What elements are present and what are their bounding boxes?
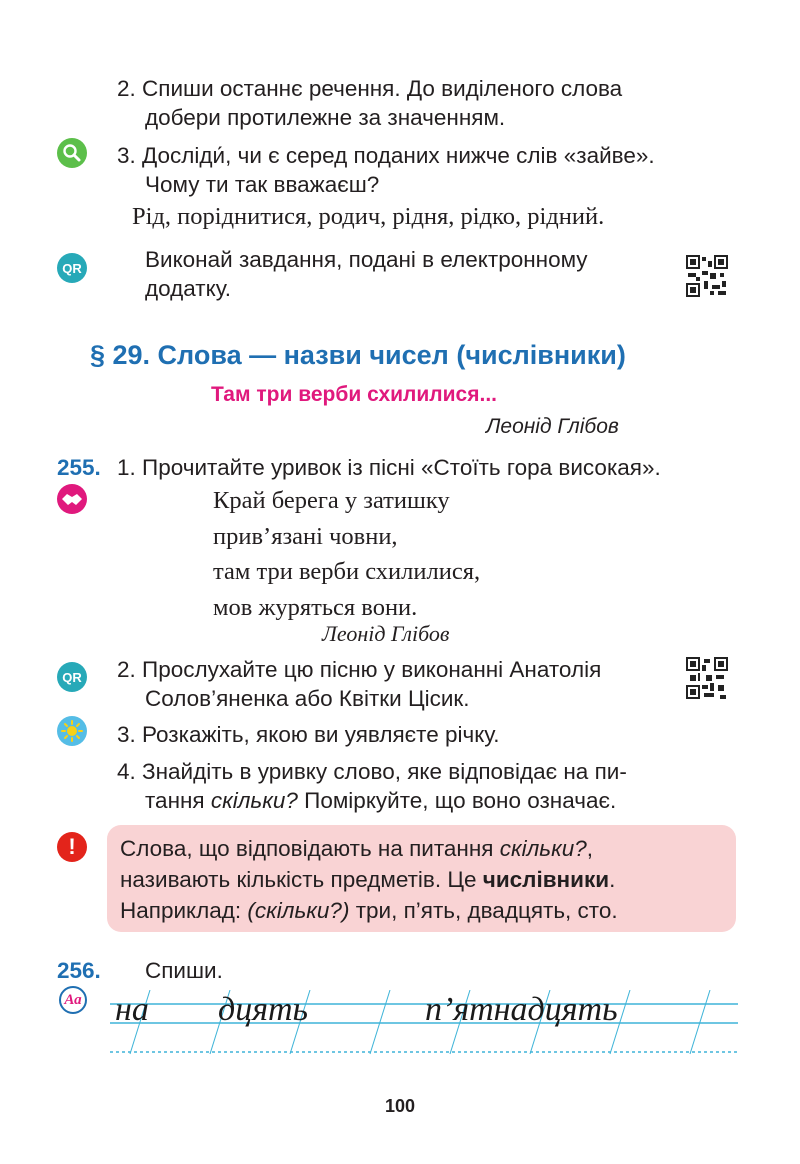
ex255-task-3 (117, 720, 500, 749)
ex255-task-2-line2: Солов’яненка або Квітки Цісик. (145, 686, 470, 711)
rule-line-1 (120, 833, 725, 864)
ex255-task-2-number: 2. (117, 657, 136, 682)
ex255-task-1-number: 1. (117, 455, 136, 480)
task-3-number: 3. (117, 143, 136, 168)
task-2-line1: Спиши останнє речення. До виділеного слова (142, 76, 623, 101)
task-3 (117, 141, 757, 170)
handwriting-word-2: дцять (218, 991, 309, 1028)
poem-author: Леонід Глібов (322, 621, 450, 646)
qr-badge-icon (57, 253, 87, 283)
ex255-task-4 (117, 757, 627, 786)
warning-icon: ! (57, 832, 87, 862)
ex255-task-1 (117, 453, 661, 482)
exercise-256-number: 256. (57, 958, 101, 983)
rule-line-1-a: Слова, що відповідають на питання (120, 836, 500, 861)
qr-task-line1: Виконай завдання, подані в електронному (145, 247, 588, 272)
qr-code-icon[interactable] (686, 255, 728, 297)
task-3-line1: Досліди́, чи є серед поданих нижче слів «зайве». (142, 143, 655, 168)
rule-line-3-c: три, п’ять, двадцять, сто. (349, 898, 618, 923)
qr-badge-icon-2 (57, 662, 87, 692)
ex255-task-4-line2-c: Поміркуйте, що воно означає. (297, 788, 617, 813)
poem-line-4: мов журяться вони. (213, 593, 418, 621)
rule-line-1-c: , (586, 836, 594, 861)
rule-line-1-b: скільки? (499, 836, 587, 861)
rule-line-3-b: (скільки?) (247, 898, 350, 923)
rule-line-2-a: називають кількість предметів. Це (120, 867, 483, 892)
section-title: § 29. Слова — назви чисел (числівники) (90, 340, 626, 370)
qr-code-icon-2[interactable] (686, 657, 728, 699)
qr-task-line2: додатку. (145, 276, 231, 301)
search-icon (57, 138, 87, 168)
poem-line-2: прив’язані човни, (213, 522, 398, 550)
rule-line-2-c: . (609, 867, 616, 892)
poem-line-3: там три верби схилилися, (213, 558, 481, 585)
sun-icon (57, 716, 87, 746)
rule-line-2-term: числівники (482, 867, 610, 892)
task-2-line2-row (145, 103, 505, 132)
poem (213, 483, 480, 625)
epigraph-author: Леонід Глібов (486, 415, 619, 438)
word-list: Рід, поріднитися, родич, рідня, рідко, рідний. (132, 203, 605, 230)
ex255-task-3-number: 3. (117, 722, 136, 747)
task-2-number: 2. (117, 76, 136, 101)
handwriting-word-3: п’ятнадцять (425, 991, 618, 1028)
handshake-icon (57, 484, 87, 514)
handwriting-icon: Аа (59, 986, 87, 1014)
ex255-task-3-text: Розкажіть, якою ви уявляєте річку. (142, 722, 500, 747)
exercise-256-text: Спиши. (145, 958, 223, 983)
qr-badge-label: QR (62, 260, 82, 276)
ex255-task-2 (117, 655, 601, 684)
rule-line-3 (120, 895, 725, 926)
exercise-255-number: 255. (57, 455, 101, 480)
rule-line-3-a: Наприклад: (120, 898, 248, 923)
task-2-line2: добери протилежне за значенням. (145, 105, 506, 130)
ex255-task-4-line2 (145, 786, 616, 815)
page-number: 100 (384, 1096, 416, 1116)
section-epigraph: Там три верби схилилися... (211, 383, 497, 406)
rule-text (120, 833, 725, 926)
ex255-task-2-line1: Прослухайте цю пісню у виконанні Анатолія (142, 657, 602, 682)
handwriting-word-1: на (115, 991, 149, 1028)
task-2 (117, 74, 757, 103)
qr-badge-label-2: QR (62, 669, 82, 685)
task-3-line2: Чому ти так вважаєш? (145, 172, 380, 197)
ex255-task-4-line2-a: тання (145, 788, 211, 813)
rule-line-2 (120, 864, 725, 895)
task-3-line2-row (145, 170, 379, 199)
ex255-task-4-line1: Знайдіть в уривку слово, яке відповідає на пи- (142, 759, 627, 784)
poem-line-1: Край берега у затишку (213, 487, 450, 514)
ex255-task-1-text: Прочитайте уривок із пісні «Стоїть гора високая». (142, 455, 661, 480)
ex255-task-4-line2-b: скільки? (210, 788, 298, 813)
ex255-task-4-number: 4. (117, 759, 136, 784)
